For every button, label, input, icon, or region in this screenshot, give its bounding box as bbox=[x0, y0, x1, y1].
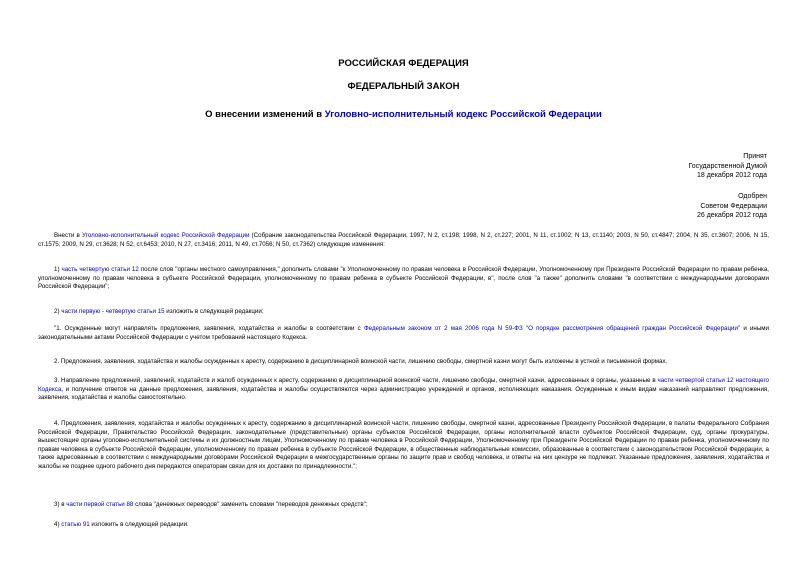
item-3-number: 3) в bbox=[54, 501, 67, 508]
approved-by: Советом Федерации bbox=[700, 202, 767, 210]
item-4-text: изложить в следующей редакции: bbox=[89, 521, 189, 528]
approval-block bbox=[697, 192, 767, 221]
intro-text-a: Внести в bbox=[54, 232, 83, 239]
item-1 bbox=[38, 266, 769, 292]
adoption-block bbox=[688, 152, 767, 181]
adopted-date: 18 декабря 2012 года bbox=[696, 172, 767, 180]
quote-1-text-a: "1. Осужденные могут направлять предложения, заявления, ходатайства и жалобы в соответствии с bbox=[54, 325, 364, 332]
item-3-text: слова "денежных переводов" заменить словами "переводов денежных средств"; bbox=[133, 501, 368, 508]
item-1-text: после слов "органы местного самоуправления," дополнить словами "к Уполномоченному по правам человека в Российской Федерации, Уполномоченному при Президенте Российской Федерации по правам ребенка, уполномоченному по правам человека в субъекте Российской Федерации, уполномоченному по правам ребенка в субъекте Российской Федерации, в", после слов "а также" дополнить словами "в соответствии с международными договорами Российской Федерации"; bbox=[38, 266, 769, 291]
item-1-number: 1) bbox=[54, 266, 62, 273]
law-title-prefix: О внесении изменений в bbox=[205, 109, 325, 120]
article-12-part-4-ref-link[interactable]: части четвертой статьи 12 настоящего Кодекса bbox=[38, 377, 770, 393]
item-2-text: изложить в следующей редакции: bbox=[164, 308, 264, 315]
quote-part-3 bbox=[38, 377, 769, 403]
approved-date: 26 декабря 2012 года bbox=[696, 212, 767, 220]
item-4-number: 4) bbox=[54, 521, 62, 528]
quote-3-text-b: , и получение ответов на данные предложения, заявления, ходатайства и жалобы осуществляются через администрацию учреждений и органов, исполняющих наказания. Осужденные к иным видам наказаний направляют предложения, заявления, ходатайства и жалобы самостоятельно. bbox=[38, 385, 769, 402]
item-4 bbox=[38, 521, 769, 530]
adopted-label: Принят bbox=[743, 153, 767, 160]
article-88-link[interactable]: части первой статьи 88 bbox=[66, 501, 134, 508]
quote-part-4: 4. Предложения, заявления, ходатайства и жалобы осужденных к аресту, содержанию в дисциплинарной воинской части, лишению свободы, смертной казни, адресованные Президенту Российской Федерации, в палаты Федерального Собрания Российской Федерации, Правительство Российской Федерации, законодательные (представительные) органы субъектов Российской Федерации, органы исполнительной власти субъектов Российской Федерации, суд, органы прокуратуры, вышестоящие органы уголовно-исполнительной системы и их должностным лицам, Уполномоченному по правам человека в Российской Федерации, Уполномоченному при Президенте Российской Федерации по правам ребенка, уполномоченному по правам человека в субъекте Российской Федерации, уполномоченному по правам ребенка в субъекте Российской Федерации, в общественные наблюдательные комиссии, образованные в соответствии с законодательством Российской Федерации, а также адресованные в соответствии с международными договорами Российской Федерации в межгосударственные органы по защите прав и свобод человека, и ответы на них цензуре не подлежат. Указанные предложения, заявления, ходатайства и жалобы не позднее одного рабочего дня передаются операторам связи для их доставки по принадлежности."; bbox=[38, 420, 769, 470]
article-12-part-4-link[interactable]: часть четвертую статьи 12 bbox=[61, 266, 139, 273]
item-3 bbox=[38, 501, 769, 510]
federal-law-59-link[interactable]: Федеральным законом от 2 мая 2006 года N 59-ФЗ "О порядке рассмотрения обращений граждан Российской Федерации" bbox=[363, 325, 741, 332]
intro-paragraph bbox=[38, 232, 769, 249]
law-title bbox=[0, 109, 807, 120]
doc-type-heading: ФЕДЕРАЛЬНЫЙ ЗАКОН bbox=[347, 81, 460, 92]
quote-part-1 bbox=[38, 325, 769, 342]
code-title-link[interactable]: Уголовно-исполнительный кодекс Российской Федерации bbox=[324, 109, 602, 120]
quote-3-text-a: 3. Направление предложений, заявлений, ходатайств и жалоб осужденных к аресту, содержанию в дисциплинарной воинской части, лишению свободы, смертной казни, адресованных в органы, указанные в bbox=[54, 377, 658, 384]
item-2 bbox=[38, 308, 769, 317]
quote-part-2: 2. Предложения, заявления, ходатайства и жалобы осужденных к аресту, содержанию в дисциплинарной воинской части, лишению свободы, смертной казни могут быть изложены в устной и письменной формах. bbox=[54, 358, 668, 365]
adopted-by: Государственной Думой bbox=[688, 162, 767, 170]
country-heading: РОССИЙСКАЯ ФЕДЕРАЦИЯ bbox=[338, 58, 469, 69]
approved-label: Одобрен bbox=[738, 193, 767, 200]
code-link[interactable]: Уголовно-исполнительный кодекс Российской Федерации bbox=[82, 232, 250, 239]
intro-text-b: (Собрание законодательства Российской Федерации, 1997, N 2, ст.198; 1998, N 2, ст.227; 2001, N 11, ст.1002; N 13, ст.1140; 2003, N 50, ст.4847; 2004, N 35, ст.3607; 2006, N 15, ст.1575; 2009, N 29, ст.3628; N 52, ст.6453; 2010, N 27, ст.3416; 2011, N 49, ст.7056; N 50, ст.7362) следующие изменения: bbox=[38, 232, 769, 248]
article-15-link[interactable]: части первую - четвертую статьи 15 bbox=[61, 308, 165, 315]
item-2-number: 2) bbox=[54, 308, 62, 315]
quote-1-text-b: и иными законодательными актами Российской Федерации с учетом требований настоящего Кодекса. bbox=[38, 325, 769, 341]
article-91-link[interactable]: статью 91 bbox=[61, 521, 90, 528]
